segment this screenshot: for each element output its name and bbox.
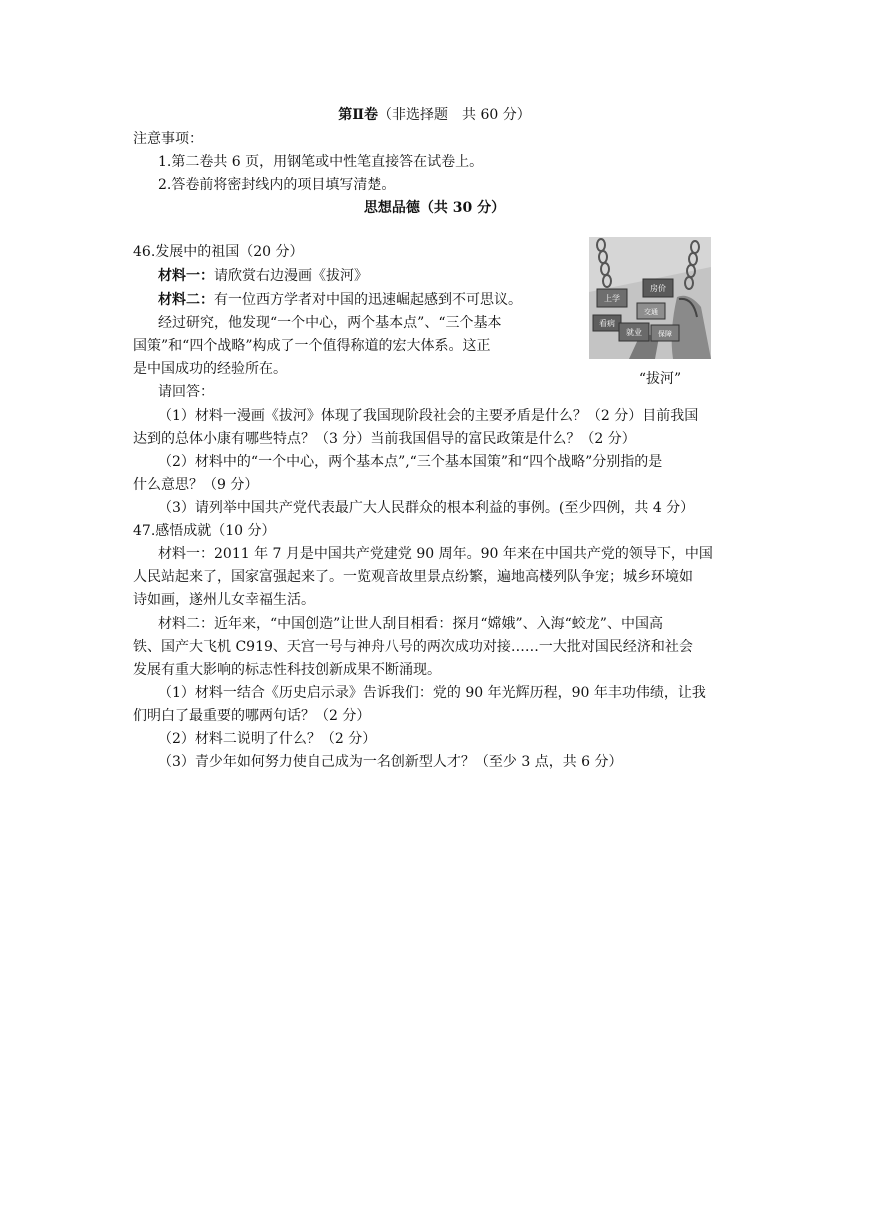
q46-sub3-line1: （3）请列举中国共产党代表最广大人民群众的根本利益的事例。(至少四例，共 4 分） (158, 500, 695, 516)
q46-heading: 46.发展中的祖国（20 分） (133, 244, 304, 260)
q46-material-2-text: 有一位西方学者对中国的迅速崛起感到不可思议。 (214, 292, 522, 308)
cartoon-label-security: 保障 (658, 330, 672, 338)
q47-material-1-line1: 材料一：2011 年 7 月是中国共产党建党 90 周年。90 年来在中国共产党的领导下，中国 (158, 546, 713, 562)
q47-material-1-line3: 诗如画，遂州儿女幸福生活。 (133, 592, 315, 608)
q46-sub1-line1: （1）材料一漫画《拔河》体现了我国现阶段社会的主要矛盾是什么？（2 分）目前我国 (158, 408, 699, 424)
tug-of-war-cartoon (589, 237, 711, 359)
q46-material-2-line2: 经过研究，他发现“一个中心，两个基本点”、“三个基本 (158, 315, 502, 331)
q46-sub2-line2: 什么意思？（9 分） (133, 477, 259, 493)
paper-title-rest: （非选择题 共 60 分） (378, 107, 531, 123)
paper-title (0, 105, 869, 125)
q46-ask: 请回答： (158, 384, 214, 400)
q46-sub2-line1: （2）材料中的“一个中心，两个基本点”,“三个基本国策”和“四个战略”分别指的是 (158, 454, 663, 470)
cartoon-label-medical: 看病 (599, 319, 615, 328)
q47-sub3-line1: （3）青少年如何努力使自己成为一名创新型人才？（至少 3 点，共 6 分） (158, 754, 623, 770)
q47-sub2-line1: （2）材料二说明了什么？（2 分） (158, 731, 377, 747)
q47-material-1-line2: 人民站起来了，国家富强起来了。一览观音故里景点纷繁，遍地高楼列队争宠；城乡环境如 (133, 569, 693, 585)
q46-material-2 (158, 290, 522, 310)
note-2: 2.答卷前将密封线内的项目填写清楚。 (158, 177, 396, 193)
q46-material-1-label: 材料一： (158, 268, 214, 284)
cartoon-label-jobs: 就业 (626, 328, 642, 337)
q47-sub1-line2: 们明白了最重要的哪两句话？（2 分） (133, 708, 371, 724)
q47-material-2-line3: 发展有重大影响的标志性科技创新成果不断涌现。 (133, 662, 441, 678)
cartoon-caption: “拔河” (638, 371, 682, 387)
q47-material-2-line2: 铁、国产大飞机 C919、天宫一号与神舟八号的两次成功对接……一大批对国民经济和社会 (133, 639, 693, 655)
q46-sub1-line2: 达到的总体小康有哪些特点？（3 分）当前我国倡导的富民政策是什么？（2 分） (133, 431, 636, 447)
q46-material-1-text: 请欣赏右边漫画《拔河》 (214, 268, 368, 284)
q46-material-2-label: 材料二： (158, 292, 214, 308)
paper-title-bold: 第Ⅱ卷 (338, 107, 379, 123)
q46-material-2-line3: 国策”和“四个战略”构成了一个值得称道的宏大体系。这正 (133, 338, 491, 354)
cartoon-label-traffic: 交通 (644, 308, 658, 316)
q47-sub1-line1: （1）材料一结合《历史启示录》告诉我们：党的 90 年光辉历程，90 年丰功伟绩，让我 (158, 685, 706, 701)
cartoon-label-housing: 房价 (650, 284, 666, 293)
note-1: 1.第二卷共 6 页，用钢笔或中性笔直接答在试卷上。 (158, 154, 484, 170)
q46-material-1 (158, 266, 368, 286)
notes-label: 注意事项： (133, 131, 203, 147)
cartoon-label-school: 上学 (604, 294, 620, 303)
section-title: 思想品德（共 30 分） (363, 200, 506, 216)
q47-material-2-line1: 材料二：近年来，“中国创造”让世人刮目相看：探月“嫦娥”、入海“蛟龙”、中国高 (158, 616, 663, 632)
cartoon-illustration (589, 237, 711, 359)
q47-heading: 47.感悟成就（10 分） (133, 523, 276, 539)
q46-material-2-line4: 是中国成功的经验所在。 (133, 361, 287, 377)
